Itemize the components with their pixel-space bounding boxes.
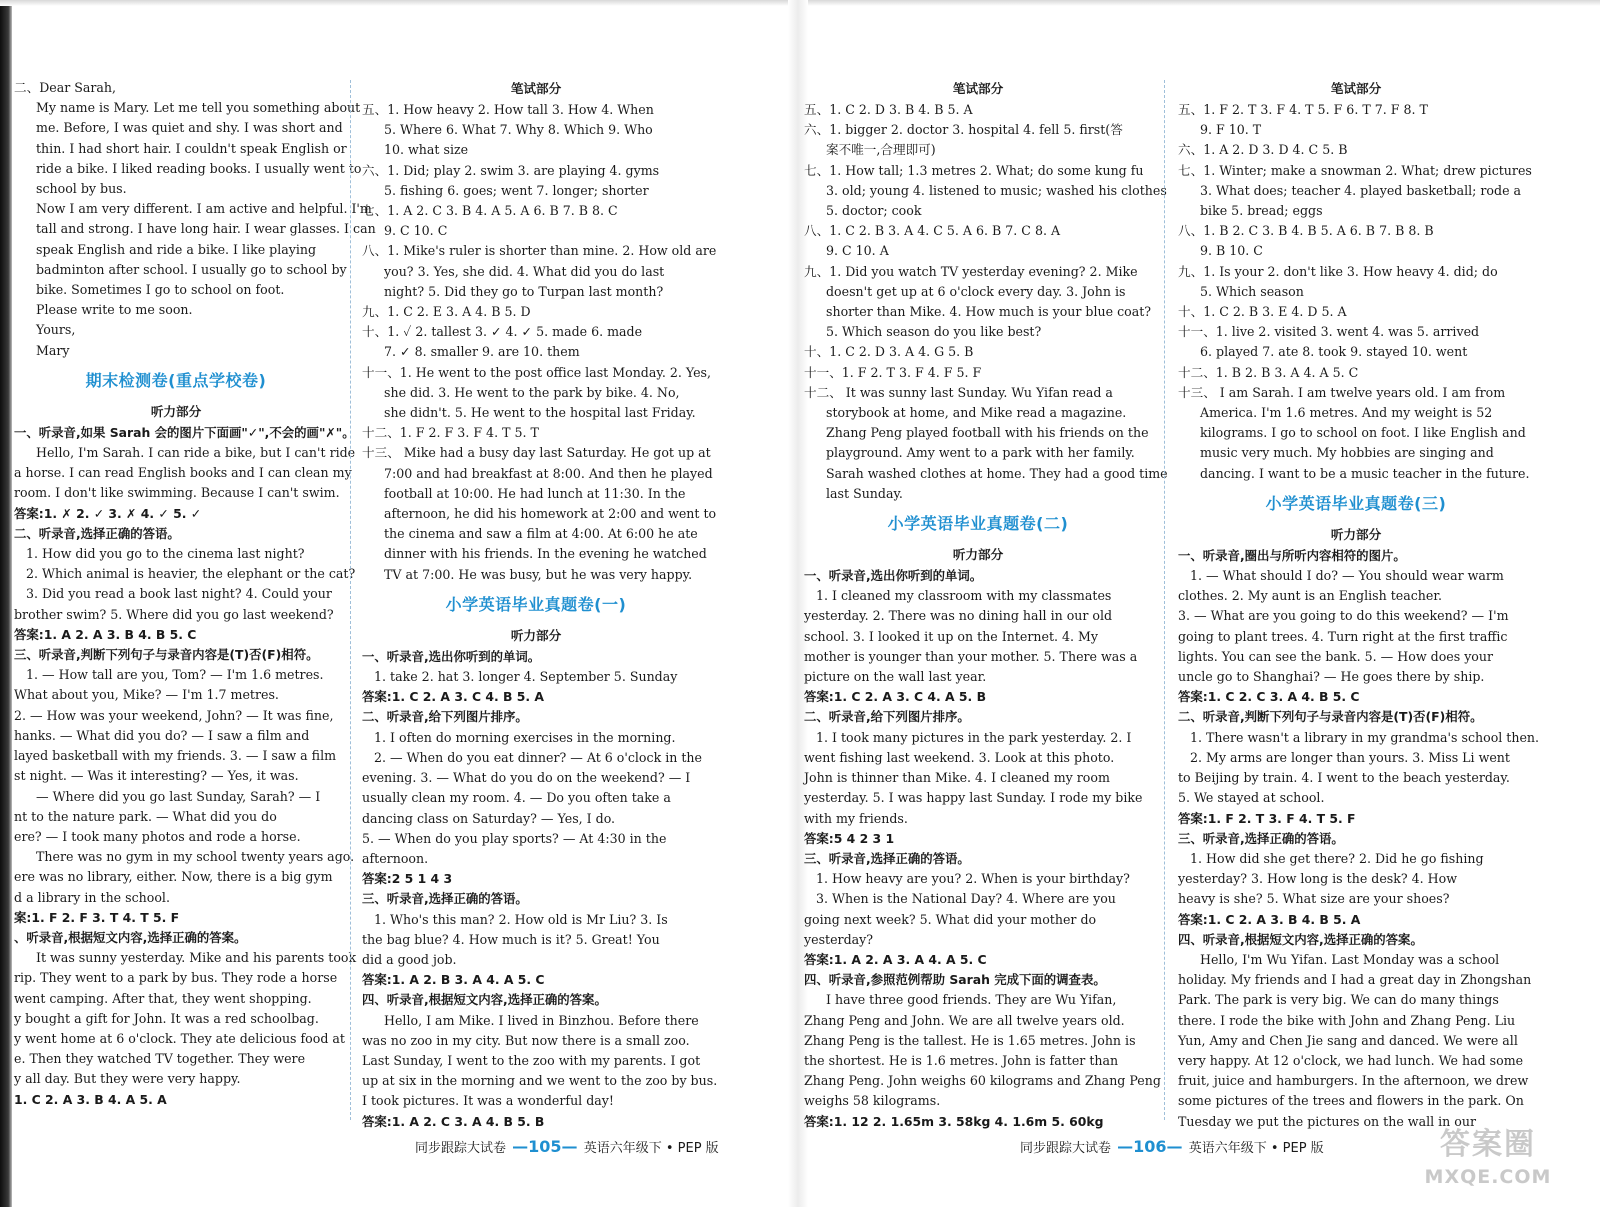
text-line: 二、Dear Sarah,	[14, 80, 117, 95]
section-title: 小学英语毕业真题卷(一)	[445, 594, 627, 614]
text-line: 六、1. A 2. D 3. D 4. C 5. B	[1178, 142, 1348, 158]
text-line: night? 5. Did they go to Turpan last month?	[384, 283, 664, 299]
left-page-column-1	[14, 78, 376, 1128]
text-line: 3. old; young 4. listened to music; washed his clothes	[826, 182, 1167, 198]
question-or-answer-line: 答案:1. A 2. A 3. B 4. B 5. C	[14, 626, 197, 642]
text-line: 5. — When do you play sports? — At 4:30 in the	[362, 830, 667, 846]
text-line: was no zoo in my city. But now there is a small zoo.	[362, 1032, 690, 1048]
text-line: yesterday. 2. There was no dining hall in our old	[804, 608, 1113, 624]
question-or-answer-line: 1. C 2. A 3. B 4. A 5. A	[14, 1091, 167, 1107]
text-line: e. Then they watched TV together. They were	[14, 1051, 306, 1067]
watermark-logo-text: 答案圈	[1440, 1127, 1536, 1162]
text-line: usually clean my room. 4. — Do you often take a	[362, 790, 671, 806]
text-line: 十一、1. He went to the post office last Monday. 2. Yes,	[362, 364, 711, 380]
text-line: 八、1. C 2. B 3. A 4. C 5. A 6. B 7. C 8. A	[804, 223, 1061, 239]
text-line: music very much. My hobbies are singing and	[1200, 445, 1494, 461]
text-line: 3. What does; teacher 4. played basketball; rode a	[1200, 182, 1522, 198]
question-or-answer-line: 答案:5 4 2 3 1	[804, 830, 895, 846]
page-footer-105	[415, 1136, 719, 1160]
text-line: 十二、 It was sunny last Sunday. Wu Yifan read a	[804, 384, 1113, 400]
text-line: Hello, I'm Sarah. I can ride a bike, but I can't ride	[36, 445, 356, 461]
watermark-logo	[1390, 1125, 1586, 1195]
text-line: she did. 3. He went to the park by bike. 4. No,	[384, 384, 680, 400]
text-line: yesterday?	[804, 931, 874, 947]
text-line: Zhang Peng and John. We are all twelve years old.	[804, 1012, 1125, 1028]
text-line: 1. I took many pictures in the park yesterday. 2. I	[816, 729, 1132, 745]
text-line: 1. How did she get there? 2. Did he go fishing	[1190, 850, 1484, 866]
text-line: I took pictures. It was a wonderful day!	[362, 1093, 614, 1109]
text-line: 5. We stayed at school.	[1178, 790, 1325, 806]
question-or-answer-line: 答案:1. C 2. A 3. C 4. B 5. A	[362, 689, 545, 705]
text-line: brother swim? 5. Where did you go last weekend?	[14, 606, 334, 622]
text-line: Sarah washed clothes at home. They had a good time	[826, 465, 1168, 481]
right-page-column-2	[1178, 78, 1540, 1129]
question-or-answer-line: 一、听录音,如果 Sarah 会的图片下面画"✓",不会的画"✗"。	[14, 424, 355, 440]
text-line: 5. Which season do you like best?	[826, 324, 1042, 340]
question-or-answer-line: 一、听录音,选出你听到的单词。	[804, 568, 983, 584]
text-line: 1. Who's this man? 2. How old is Mr Liu? 3. Is	[374, 911, 668, 927]
question-or-answer-line: 答案:1. F 2. T 3. F 4. T 5. F	[1178, 810, 1356, 826]
text-line: y bought a gift for John. It was a red schoolbag.	[14, 1010, 319, 1026]
text-line: 5. Where 6. What 7. Why 8. Which 9. Who	[384, 122, 653, 138]
text-line: with my friends.	[804, 810, 908, 826]
text-line: 九、1. Is your 2. don't like 3. How heavy 4. did; do	[1178, 263, 1498, 279]
text-line: 1. There wasn't a library in my grandma's school then.	[1190, 729, 1540, 745]
text-line: speak English and ride a bike. I like playing	[36, 241, 317, 257]
question-or-answer-line: 四、听录音,参照范例帮助 Sarah 完成下面的调查表。	[804, 972, 1106, 988]
text-line: clothes. 2. My aunt is an English teacher.	[1178, 588, 1442, 604]
book-page-edge-shadow	[0, 0, 12, 1207]
text-line: Zhang Peng is the tallest. He is 1.65 metres. John is	[804, 1032, 1136, 1048]
text-line: It was sunny yesterday. Mike and his parents took	[36, 950, 357, 966]
watermark-url: MXQE.COM	[1424, 1166, 1552, 1188]
text-line: there. I rode the bike with John and Zhang Peng. Liu	[1178, 1012, 1516, 1028]
question-or-answer-line: 答案:1. 12 2. 1.65m 3. 58kg 4. 1.6m 5. 60kg	[804, 1113, 1104, 1129]
part-heading: 笔试部分	[1330, 81, 1382, 96]
text-line: 9. C 10. C	[384, 223, 448, 239]
text-line: Hello, I'm Wu Yifan. Last Monday was a school	[1200, 951, 1500, 967]
text-line: TV at 7:00. He was busy, but he was very happy.	[384, 566, 693, 582]
question-or-answer-line: 答案:1. C 2. A 3. C 4. A 5. B	[804, 689, 987, 705]
text-line: school by bus.	[36, 181, 127, 197]
question-or-answer-line: 二、听录音,给下列图片排序。	[804, 709, 970, 725]
text-line: Yours,	[36, 322, 76, 338]
text-line: 5. fishing 6. goes; went 7. longer; shorter	[384, 182, 649, 198]
question-or-answer-line: 答案:2 5 1 4 3	[362, 871, 453, 887]
text-line: thin. I had short hair. I couldn't speak English or	[36, 140, 347, 156]
question-or-answer-line: 三、听录音,选择正确的答语。	[362, 891, 528, 907]
text-line: 六、1. Did; play 2. swim 3. are playing 4. gyms	[362, 162, 660, 178]
text-line: 五、1. C 2. D 3. B 4. B 5. A	[804, 102, 973, 117]
text-line: school. 3. I looked it up on the Internet. 4. My	[804, 628, 1099, 644]
text-line: Zhang Peng. John weighs 60 kilograms and Zhang Peng	[804, 1073, 1161, 1089]
text-line: 十、1. C 2. B 3. E 4. D 5. A	[1178, 304, 1347, 320]
part-heading: 听力部分	[510, 627, 562, 643]
text-line: 5. doctor; cook	[826, 203, 922, 219]
text-line: 5. Which season	[1200, 283, 1304, 299]
text-line: y went home at 6 o'clock. They ate delicious food at	[14, 1030, 345, 1046]
text-line: 十三、 Mike had a busy day last Saturday. He got up at	[362, 445, 711, 461]
right-page-column-1	[804, 78, 1168, 1129]
text-line: heavy is she? 5. What size are your shoes?	[1178, 891, 1450, 907]
text-line: 9. B 10. C	[1200, 243, 1263, 259]
question-or-answer-line: 一、听录音,圈出与所听内容相符的图片。	[1178, 547, 1406, 563]
text-line: going next week? 5. What did your mother do	[804, 911, 1097, 927]
text-line: evening. 3. — What do you do on the weekend? — I	[362, 770, 691, 786]
part-heading: 笔试部分	[510, 81, 562, 96]
page-number: —105—	[512, 1137, 578, 1156]
text-line: Tuesday we put the pictures on the wall in our	[1178, 1113, 1476, 1129]
text-line: football at 10:00. He had lunch at 11:30. In the	[384, 485, 686, 501]
question-or-answer-line: 四、听录音,根据短文内容,选择正确的答案。	[1178, 931, 1423, 947]
text-line: very happy. At 12 o'clock, we had lunch. We had some	[1178, 1052, 1524, 1068]
question-or-answer-line: 二、听录音,选择正确的答语。	[14, 525, 180, 541]
section-title: 小学英语毕业真题卷(二)	[887, 514, 1069, 534]
text-line: 3. — What are you going to do this weekend? — I'm	[1178, 608, 1509, 624]
text-line: ere was no library, either. Now, there is a big gym	[14, 869, 333, 885]
text-line: dinner with his friends. In the evening he watched	[384, 546, 707, 562]
text-line: Last Sunday, I went to the zoo with my parents. I got	[362, 1052, 701, 1068]
question-or-answer-line: 四、听录音,根据短文内容,选择正确的答案。	[362, 992, 607, 1008]
footer-book-edition: 英语六年级下 • PEP 版	[583, 1141, 719, 1156]
text-line: bike. Sometimes I go to school on foot.	[36, 282, 285, 298]
text-line: did a good job.	[362, 951, 457, 967]
text-line: 七、1. A 2. C 3. B 4. A 5. A 6. B 7. B 8. C	[362, 203, 618, 219]
text-line: went camping. After that, they went shopping.	[14, 990, 312, 1006]
text-line: 1. I often do morning exercises in the morning.	[374, 729, 676, 745]
text-line: Hello, I am Mike. I lived in Binzhou. Before there	[384, 1012, 699, 1028]
text-line: dancing. I want to be a music teacher in the future.	[1200, 465, 1530, 481]
question-or-answer-line: 答案:1. A 2. A 3. A 4. A 5. C	[804, 951, 987, 967]
page-number: —106—	[1117, 1137, 1183, 1156]
text-line: 七、1. Winter; make a snowman 2. What; drew pictures	[1178, 162, 1532, 178]
text-line: 五、1. F 2. T 3. F 4. T 5. F 6. T 7. F 8. T	[1178, 102, 1428, 117]
text-line: to Beijing by train. 4. I went to the beach yesterday.	[1178, 770, 1510, 786]
question-or-answer-line: 二、听录音,判断下列句子与录音内容是(T)否(F)相符。	[1178, 709, 1483, 725]
question-or-answer-line: 答案:1. C 2. C 3. A 4. B 5. C	[1178, 689, 1360, 705]
question-or-answer-line: 三、听录音,选择正确的答语。	[804, 850, 970, 866]
text-line: you? 3. Yes, she did. 4. What did you do last	[384, 263, 665, 279]
text-line: 3. When is the National Day? 4. Where are you	[816, 891, 1116, 907]
text-line: America. I'm 1.6 metres. And my weight is 52	[1200, 405, 1493, 421]
text-line: ere? — I took many photos and rode a horse.	[14, 828, 301, 844]
text-line: 7:00 and had breakfast at 8:00. And then he played	[384, 465, 713, 481]
text-line: 八、1. B 2. C 3. B 4. B 5. A 6. B 7. B 8. B	[1178, 223, 1434, 239]
text-line: 2. — When do you eat dinner? — At 6 o'clock in the	[374, 749, 702, 765]
part-heading: 听力部分	[1330, 526, 1382, 542]
text-line: afternoon, he did his homework at 2:00 and went to	[384, 506, 717, 522]
question-or-answer-line: 三、听录音,选择正确的答语。	[1178, 830, 1344, 846]
footer-book-title: 同步跟踪大试卷	[1020, 1141, 1112, 1156]
part-heading: 听力部分	[952, 547, 1004, 563]
text-line: afternoon.	[362, 850, 429, 866]
text-line: 3. Did you read a book last night? 4. Could your	[26, 586, 332, 602]
question-or-answer-line: 、听录音,根据短文内容,选择正确的答案。	[14, 929, 247, 945]
text-line: 九、1. Did you watch TV yesterday evening? 2. Mike	[804, 263, 1138, 279]
text-line: 9. C 10. A	[826, 243, 889, 259]
question-or-answer-line: 答案:1. ✗ 2. ✓ 3. ✗ 4. ✓ 5. ✓	[14, 505, 202, 521]
text-line: Park. The park is very big. We can do many things	[1178, 992, 1499, 1008]
question-or-answer-line: 二、听录音,给下列图片排序。	[362, 709, 528, 725]
text-line: weighs 58 kilograms.	[804, 1093, 941, 1109]
page-footer-106	[1020, 1136, 1324, 1160]
text-line: 1. How heavy are you? 2. When is your birthday?	[816, 871, 1130, 887]
text-line: There was no gym in my school twenty years ago.	[36, 849, 355, 865]
text-line: fruit, juice and hamburgers. In the afternoon, we drew	[1178, 1073, 1529, 1089]
text-line: 2. Which animal is heavier, the elephant or the cat?	[26, 566, 356, 582]
text-line: 十、1. C 2. D 3. A 4. G 5. B	[804, 344, 974, 360]
text-line: 十二、1. B 2. B 3. A 4. A 5. C	[1178, 364, 1359, 380]
text-line: she didn't. 5. He went to the hospital last Friday.	[384, 405, 696, 421]
text-line: What about you, Mike? — I'm 1.7 metres.	[14, 687, 279, 703]
text-line: My name is Mary. Let me tell you something about	[36, 100, 361, 116]
text-line: a horse. I can read English books and I can clean my	[14, 465, 352, 481]
text-line: up at six in the morning and we went to the zoo by bus.	[362, 1073, 718, 1089]
question-or-answer-line: 一、听录音,选出你听到的单词。	[362, 648, 541, 664]
text-line: 1. — How tall are you, Tom? — I'm 1.6 metres.	[26, 667, 324, 683]
text-line: 十一、1. F 2. T 3. F 4. F 5. F	[804, 364, 982, 380]
text-line: storybook at home, and Mike read a magazine.	[826, 405, 1127, 421]
text-line: d a library in the school.	[14, 889, 170, 905]
text-line: lights. You can see the bank. 5. — How does your	[1178, 648, 1494, 664]
text-line: shorter than Mike. 4. How much is your blue coat?	[826, 304, 1152, 320]
text-line: 十二、1. F 2. F 3. F 4. T 5. T	[362, 425, 539, 441]
text-line: the shortest. He is 1.6 metres. John is fatter than	[804, 1052, 1119, 1068]
question-or-answer-line: 三、听录音,判断下列句子与录音内容是(T)否(F)相符。	[14, 647, 319, 663]
left-page-column-2	[362, 78, 718, 1129]
text-line: rip. They went to a park by bus. They rode a horse	[14, 970, 338, 986]
text-line: picture on the wall last year.	[804, 669, 987, 685]
text-line: some pictures of the trees and flowers in the park. On	[1178, 1093, 1524, 1109]
text-line: playground. Amy went to a park with her family.	[826, 445, 1135, 461]
text-line: the bag blue? 4. How much is it? 5. Great! You	[362, 931, 660, 947]
footer-book-title: 同步跟踪大试卷	[415, 1141, 507, 1156]
text-line: 八、1. Mike's ruler is shorter than mine. 2. How old are	[362, 243, 717, 259]
text-line: yesterday. 5. I was happy last Sunday. I rode my bike	[804, 790, 1143, 806]
text-line: layed basketball with my friends. 3. — I saw a film	[14, 748, 337, 764]
text-line: I have three good friends. They are Wu Yifan,	[826, 992, 1117, 1008]
text-line: y all day. But they were very happy.	[14, 1071, 241, 1087]
text-line: 九、1. C 2. E 3. A 4. B 5. D	[362, 304, 531, 320]
text-line: 2. My arms are longer than yours. 3. Miss Li went	[1190, 749, 1510, 765]
text-line: me. Before, I was quiet and shy. I was short and	[36, 120, 343, 136]
text-line: 10. what size	[384, 142, 469, 158]
text-line: 7. ✓ 8. smaller 9. are 10. them	[384, 344, 580, 360]
text-line: 9. F 10. T	[1200, 122, 1262, 138]
text-line: yesterday? 3. How long is the desk? 4. How	[1178, 871, 1458, 887]
text-line: holiday. My friends and I had a great day in Zhongshan	[1178, 972, 1532, 988]
text-line: 6. played 7. ate 8. took 9. stayed 10. went	[1200, 344, 1468, 360]
text-line: Now I am very different. I am active and helpful. I'm	[36, 201, 372, 217]
question-or-answer-line: 答案:1. C 2. A 3. B 4. B 5. A	[1178, 911, 1361, 927]
text-line: 十一、1. live 2. visited 3. went 4. was 5. arrived	[1178, 324, 1480, 340]
text-line: 七、1. How tall; 1.3 metres 2. What; do some kung fu	[804, 162, 1144, 178]
text-line: hanks. — What did you do? — I saw a film and	[14, 727, 310, 743]
text-line: 1. How did you go to the cinema last night?	[26, 546, 305, 562]
text-line: doesn't get up at 6 o'clock every day. 3. John is	[826, 283, 1126, 299]
text-line: went fishing last weekend. 3. Look at this photo.	[804, 749, 1115, 765]
text-line: 1. take 2. hat 3. longer 4. September 5. Sunday	[374, 669, 678, 685]
text-line: the cinema and saw a film at 4:00. At 6:00 he ate	[384, 526, 698, 542]
text-line: room. I don't like swimming. Because I can't swim.	[14, 485, 340, 501]
text-line: — Where did you go last Sunday, Sarah? — I	[36, 788, 321, 804]
text-line: Mary	[36, 342, 70, 358]
text-line: going to plant trees. 4. Turn right at the first traffic	[1178, 628, 1508, 644]
text-line: ride a bike. I liked reading books. I usually went to	[36, 160, 362, 176]
text-line: bike 5. bread; eggs	[1200, 203, 1323, 219]
question-or-answer-line: 答案:1. A 2. C 3. A 4. B 5. B	[362, 1113, 545, 1129]
text-line: 案不唯一,合理即可)	[826, 142, 936, 158]
text-line: Zhang Peng played football with his friends on the	[826, 425, 1149, 441]
text-line: nt to the nature park. — What did you do	[14, 808, 277, 824]
footer-book-edition: 英语六年级下 • PEP 版	[1188, 1141, 1324, 1156]
text-line: 五、1. How heavy 2. How tall 3. How 4. When	[362, 102, 654, 117]
text-line: tall and strong. I have long hair. I wear glasses. I can	[36, 221, 376, 237]
text-line: Please write to me soon.	[36, 302, 193, 318]
text-line: last Sunday.	[826, 485, 903, 501]
text-line: badminton after school. I usually go to school by	[36, 261, 347, 277]
part-heading: 听力部分	[150, 403, 202, 419]
text-line: kilograms. I go to school on foot. I like English and	[1200, 425, 1526, 441]
text-line: mother is younger than your mother. 5. There was a	[804, 648, 1138, 664]
question-or-answer-line: 答案:1. A 2. B 3. A 4. A 5. C	[362, 972, 545, 988]
text-line: John is thinner than Mike. 4. I cleaned my room	[804, 770, 1110, 786]
text-line: st night. — Was it interesting? — Yes, it was.	[14, 768, 299, 784]
text-line: 十三、 I am Sarah. I am twelve years old. I am from	[1178, 384, 1506, 400]
section-title: 小学英语毕业真题卷(三)	[1265, 493, 1447, 513]
question-or-answer-line: 案:1. F 2. F 3. T 4. T 5. F	[14, 909, 180, 925]
text-line: 2. — How was your weekend, John? — It was fine,	[14, 707, 334, 723]
part-heading: 笔试部分	[952, 81, 1004, 96]
text-line: 1. I cleaned my classroom with my classmates	[816, 588, 1112, 604]
text-line: dancing class on Saturday? — Yes, I do.	[362, 810, 616, 826]
section-title: 期末检测卷(重点学校卷)	[85, 370, 267, 390]
text-line: 十、1. ✓ 2. tallest 3. ✓ 4. ✓ 5. made 6. made	[362, 324, 643, 340]
column-divider	[1164, 80, 1165, 1120]
text-line: 六、1. bigger 2. doctor 3. hospital 4. fell 5. first(答	[804, 122, 1123, 138]
text-line: 1. — What should I do? — You should wear warm	[1190, 568, 1504, 584]
column-divider	[350, 80, 351, 1120]
text-line: uncle go to Shanghai? — He goes there by ship.	[1178, 669, 1485, 685]
text-line: Yun, Amy and Chen Jie sang and danced. We were all	[1178, 1032, 1518, 1048]
